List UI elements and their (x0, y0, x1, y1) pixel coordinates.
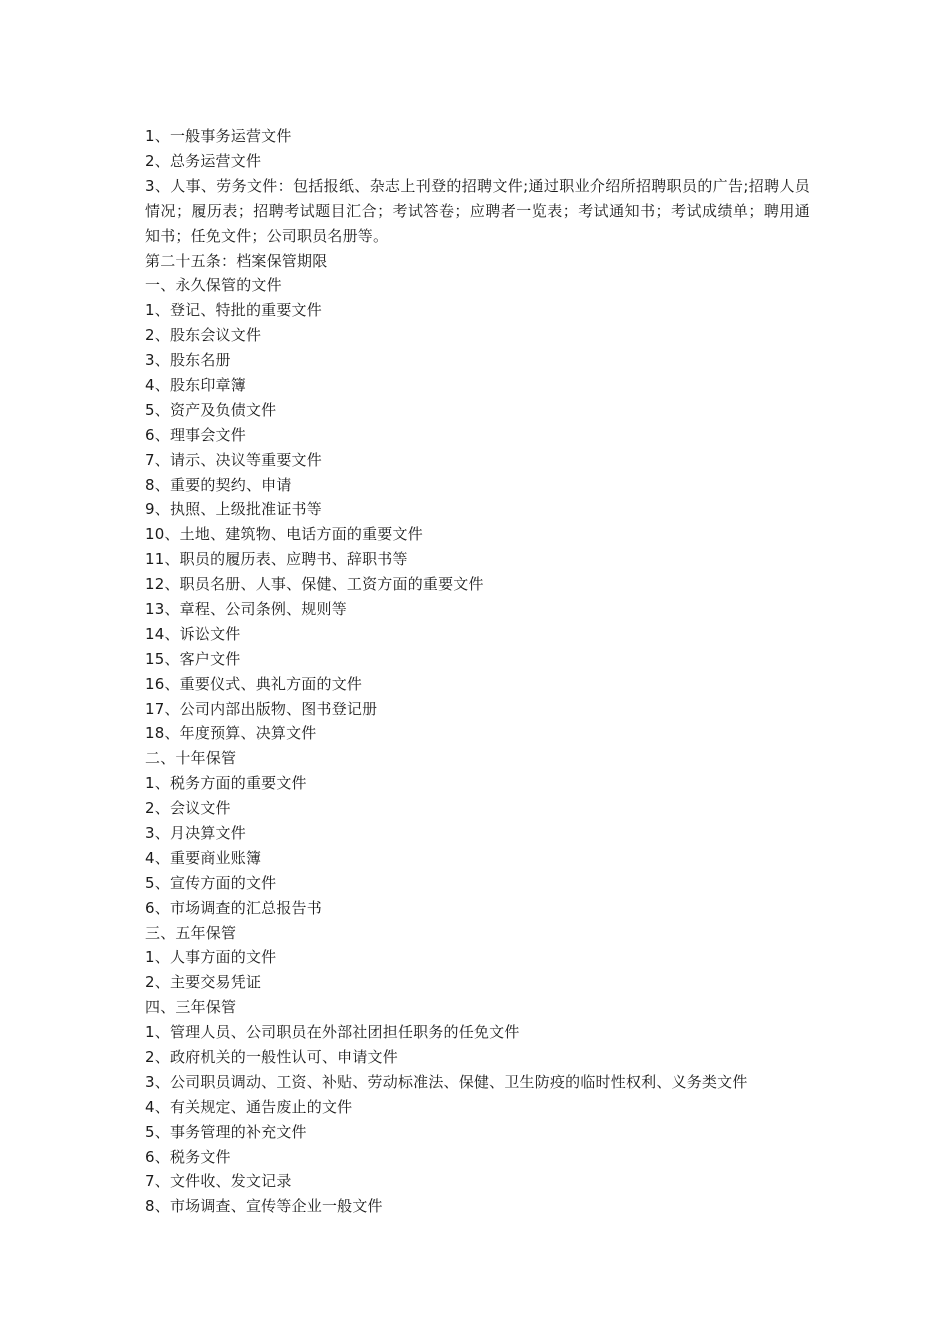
doc-line: 5、资产及负债文件 (145, 400, 277, 419)
doc-line: 7、文件收、发文记录 (145, 1172, 292, 1191)
doc-line: 15、客户文件 (145, 649, 241, 668)
doc-line: 2、政府机关的一般性认可、申请文件 (145, 1048, 398, 1066)
doc-line: 3、月决算文件 (145, 823, 246, 842)
doc-line: 1、人事方面的文件 (145, 948, 277, 967)
doc-line: 16、重要仪式、典礼方面的文件 (145, 674, 363, 693)
doc-line: 8、重要的契约、申请 (145, 475, 292, 494)
doc-line: 2、主要交易凭证 (145, 973, 262, 992)
doc-line: 3、公司职员调动、工资、补贴、劳动标准法、保健、卫生防疫的临时性权利、义务类文件 (145, 1072, 748, 1091)
document-page (145, 124, 810, 1219)
doc-line: 4、股东印章簿 (145, 375, 246, 394)
doc-line: 1、一般事务运营文件 (145, 127, 292, 145)
doc-line: 一、永久保管的文件 (145, 276, 282, 295)
doc-line: 17、公司内部出版物、图书登记册 (145, 699, 378, 718)
doc-line: 6、理事会文件 (145, 425, 246, 444)
doc-line: 11、职员的履历表、应聘书、辞职书等 (145, 550, 408, 569)
doc-line: 5、宣传方面的文件 (145, 873, 277, 892)
doc-line: 12、职员名册、人事、保健、工资方面的重要文件 (145, 575, 484, 594)
doc-line: 4、有关规定、通告废止的文件 (145, 1097, 353, 1116)
doc-line: 13、章程、公司条例、规则等 (145, 599, 347, 618)
doc-line: 6、市场调查的汇总报告书 (145, 898, 322, 917)
doc-line: 9、执照、上级批准证书等 (145, 500, 322, 519)
doc-paragraph: 3、人事、劳务文件：包括报纸、杂志上刊登的招聘文件;通过职业介绍所招聘职员的广告;招聘人员情况；履历表；招聘考试题目汇合；考试答卷；应聘者一览表；考试通知书；考试成绩单；聘用通知书；任免文件；公司职员名册等。 (145, 176, 810, 245)
doc-line: 18、年度预算、决算文件 (145, 724, 317, 743)
doc-line: 4、重要商业账簿 (145, 848, 262, 867)
doc-line: 1、登记、特批的重要文件 (145, 301, 322, 320)
doc-line: 8、市场调查、宣传等企业一般文件 (145, 1197, 383, 1216)
doc-line: 14、诉讼文件 (145, 624, 241, 643)
doc-line: 三、五年保管 (145, 923, 237, 942)
doc-line: 5、事务管理的补充文件 (145, 1122, 307, 1141)
doc-line: 6、税务文件 (145, 1147, 231, 1166)
doc-line: 3、股东名册 (145, 351, 231, 370)
doc-line: 7、请示、决议等重要文件 (145, 450, 322, 469)
doc-line: 1、税务方面的重要文件 (145, 774, 307, 793)
doc-line: 二、十年保管 (145, 749, 237, 768)
doc-line: 四、三年保管 (145, 998, 237, 1017)
doc-line: 2、股东会议文件 (145, 326, 262, 345)
doc-line: 第二十五条：档案保管期限 (145, 251, 328, 270)
doc-line: 1、管理人员、公司职员在外部社团担任职务的任免文件 (145, 1023, 520, 1042)
doc-line: 2、总务运营文件 (145, 151, 262, 170)
doc-line: 10、土地、建筑物、电话方面的重要文件 (145, 525, 423, 544)
doc-line-list (145, 249, 810, 1220)
doc-line: 2、会议文件 (145, 799, 231, 818)
